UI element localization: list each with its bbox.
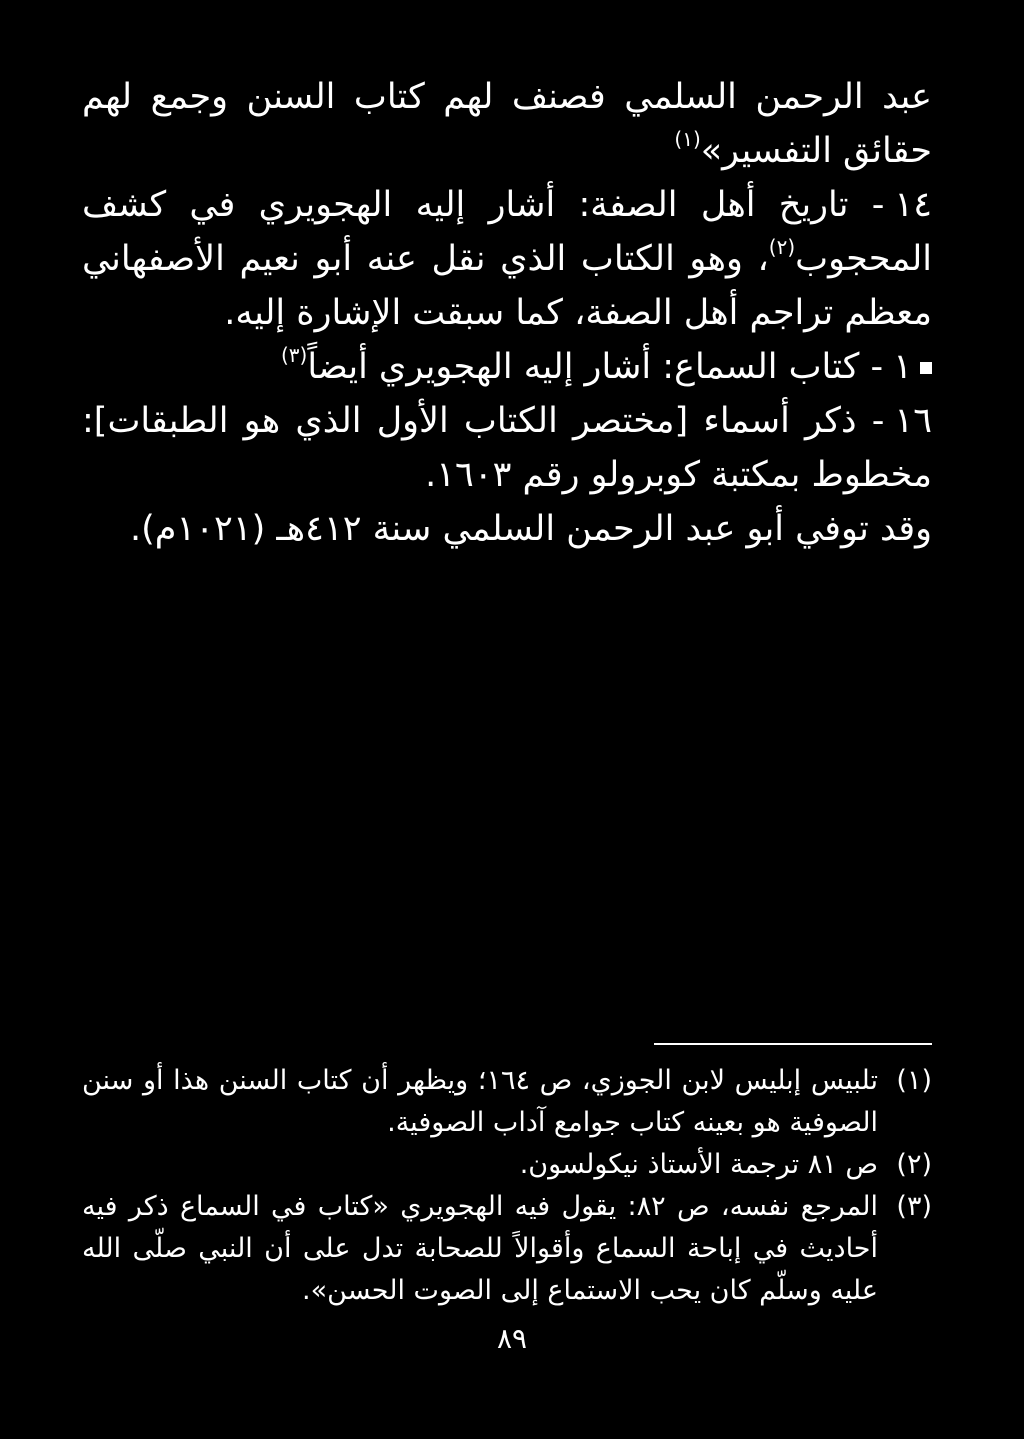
footnote-ref-1: (١) bbox=[674, 127, 701, 151]
page-number: ٨٩ bbox=[496, 1322, 528, 1355]
item-15-text: - كتاب السماع: أشار إليه الهجويري أيضاً bbox=[307, 347, 884, 387]
item-14-text-continued: ، وهو الكتاب الذي نقل عنه أبو نعيم الأصفهاني معظم تراجم أهل الصفة، كما سبقت الإشارة إليه. bbox=[82, 239, 932, 333]
item-number-16: ١٦ bbox=[894, 401, 932, 441]
footnote-separator bbox=[654, 1043, 932, 1045]
death-date-line: وقد توفي أبو عبد الرحمن السلمي سنة ٤١٢هـ (١٠٢١م). bbox=[129, 509, 932, 549]
list-item-15 bbox=[82, 340, 932, 394]
footnote-2 bbox=[82, 1144, 932, 1186]
continuation-text: عبد الرحمن السلمي فصنف لهم كتاب السنن وجمع لهم حقائق التفسير» bbox=[82, 77, 932, 171]
footnote-3 bbox=[82, 1186, 932, 1312]
list-item-16 bbox=[82, 394, 932, 502]
footnote-text-1: تلبيس إبليس لابن الجوزي، ص ١٦٤؛ ويظهر أن كتاب السنن هذا أو سنن الصوفية هو بعينه كتاب جوامع آداب الصوفية. bbox=[82, 1065, 878, 1138]
footnote-mark-3: (٣) bbox=[896, 1191, 932, 1222]
paragraph-continuation bbox=[82, 70, 932, 178]
item-14-text: - تاريخ أهل الصفة: أشار إليه الهجويري في كشف المحجوب bbox=[82, 185, 932, 279]
footnote-text-3: المرجع نفسه، ص ٨٢: يقول فيه الهجويري «كتاب في السماع ذكر فيه أحاديث في إباحة السماع وأقوالاً للصحابة تدل على أن النبي صلّى الله عليه وسلّم كان يحب الاستماع إلى الصوت الحسن». bbox=[82, 1191, 878, 1306]
item-16-text: - ذكر أسماء [مختصر الكتاب الأول الذي هو الطبقات]: مخطوط بمكتبة كوبرولو رقم ١٦٠٣. bbox=[82, 401, 932, 495]
item-number-14: ١٤ bbox=[894, 185, 932, 225]
square-bullet-icon bbox=[920, 362, 932, 374]
footnote-ref-2: (٢) bbox=[768, 235, 796, 259]
footnote-mark-2: (٢) bbox=[896, 1149, 932, 1180]
list-item-14 bbox=[82, 178, 932, 340]
footnotes-section bbox=[82, 1060, 932, 1312]
footnote-text-2: ص ٨١ ترجمة الأستاذ نيكولسون. bbox=[519, 1149, 878, 1180]
footnote-1 bbox=[82, 1060, 932, 1144]
item-number-15: ١ bbox=[893, 347, 912, 387]
footnote-mark-1: (١) bbox=[896, 1065, 932, 1096]
main-text-block bbox=[82, 70, 932, 556]
footnote-ref-3: (٣) bbox=[280, 343, 308, 367]
